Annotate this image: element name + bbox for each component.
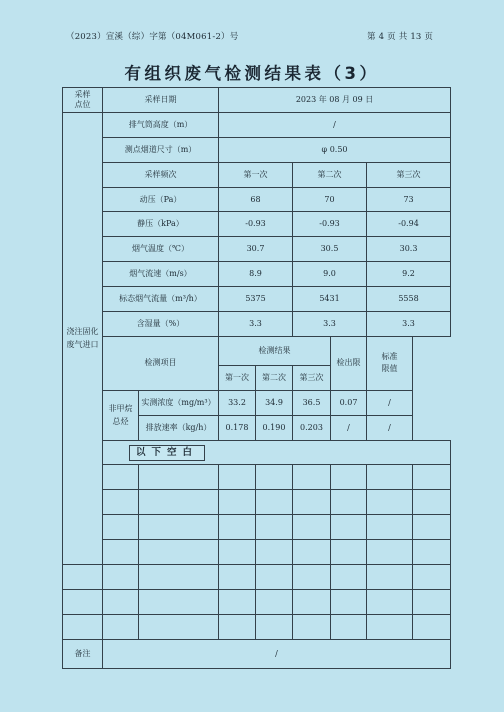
emission-results-table — [62, 87, 451, 669]
param-value: 5375 — [219, 287, 293, 312]
blank-banner-row — [103, 440, 451, 465]
pollutant-value: 0.190 — [256, 415, 293, 440]
empty-row — [63, 515, 451, 540]
param-value: 30.5 — [293, 237, 367, 262]
pollutant-value: 0.203 — [293, 415, 331, 440]
stack-height-value: / — [219, 112, 451, 137]
remarks-value: / — [103, 639, 451, 668]
param-value: 5558 — [367, 287, 451, 312]
document-number: （2023）宣溪（综）字第（04M061-2）号 — [66, 32, 239, 42]
empty-row — [63, 614, 451, 639]
pollutant-value: 34.9 — [256, 390, 293, 415]
result-run-2: 第二次 — [256, 365, 293, 390]
page-title: 有组织废气检测结果表（3） — [124, 64, 380, 83]
param-value: -0.93 — [293, 212, 367, 237]
empty-row — [63, 465, 451, 490]
pollutant-detection-limit: 0.07 — [331, 390, 367, 415]
run-header-3: 第三次 — [367, 162, 451, 187]
param-value: 73 — [367, 187, 451, 212]
param-value: 30.7 — [219, 237, 293, 262]
frequency-label: 采样频次 — [103, 162, 219, 187]
empty-row — [63, 589, 451, 614]
param-value: 3.3 — [367, 312, 451, 337]
pollutant-standard: / — [367, 415, 413, 440]
sampling-date-label: 采样日期 — [103, 88, 219, 113]
param-label: 含湿量（%） — [103, 312, 219, 337]
stack-height-label: 排气筒高度（m） — [103, 112, 219, 137]
empty-row — [63, 565, 451, 590]
param-label: 动压（Pa） — [103, 187, 219, 212]
standard-limit-label: 标准 限值 — [367, 336, 413, 390]
duct-size-value: φ 0.50 — [219, 137, 451, 162]
run-header-2: 第二次 — [293, 162, 367, 187]
sampling-date-value: 2023 年 08 月 09 日 — [219, 88, 451, 113]
param-value: 5431 — [293, 287, 367, 312]
param-label: 烟气流速（m/s） — [103, 262, 219, 287]
param-value: 8.9 — [219, 262, 293, 287]
param-value: 9.2 — [367, 262, 451, 287]
param-label: 烟气温度（℃） — [103, 237, 219, 262]
sampling-point-header: 采样 点位 — [63, 88, 103, 113]
param-label: 静压（kPa） — [103, 212, 219, 237]
pollutant-row-label: 排放速率（kg/h） — [139, 415, 219, 440]
pollutant-name: 非甲烷 总烃 — [103, 390, 139, 440]
pollutant-value: 0.178 — [219, 415, 256, 440]
run-header-1: 第一次 — [219, 162, 293, 187]
param-value: 9.0 — [293, 262, 367, 287]
pollutant-row-label: 实测浓度（mg/m³） — [139, 390, 219, 415]
blank-banner: 以下空白 — [129, 445, 205, 461]
page-info: 第 4 页 共 13 页 — [367, 32, 434, 42]
param-label: 标态烟气流量（m³/h） — [103, 287, 219, 312]
empty-row — [63, 540, 451, 565]
pollutant-value: 36.5 — [293, 390, 331, 415]
param-value: 3.3 — [293, 312, 367, 337]
param-value: 30.3 — [367, 237, 451, 262]
test-item-label: 检测项目 — [103, 336, 219, 390]
param-value: 3.3 — [219, 312, 293, 337]
duct-size-label: 测点烟道尺寸（m） — [103, 137, 219, 162]
param-value: 68 — [219, 187, 293, 212]
pollutant-value: 33.2 — [219, 390, 256, 415]
pollutant-standard: / — [367, 390, 413, 415]
result-run-1: 第一次 — [219, 365, 256, 390]
param-value: -0.93 — [219, 212, 293, 237]
result-run-3: 第三次 — [293, 365, 331, 390]
detection-limit-label: 检出限 — [331, 336, 367, 390]
param-value: 70 — [293, 187, 367, 212]
param-value: -0.94 — [367, 212, 451, 237]
test-result-label: 检测结果 — [219, 336, 331, 365]
sampling-location: 浇注固化废气进口 — [63, 112, 103, 564]
remarks-label: 备注 — [63, 639, 103, 668]
pollutant-detection-limit: / — [331, 415, 367, 440]
empty-row — [63, 490, 451, 515]
